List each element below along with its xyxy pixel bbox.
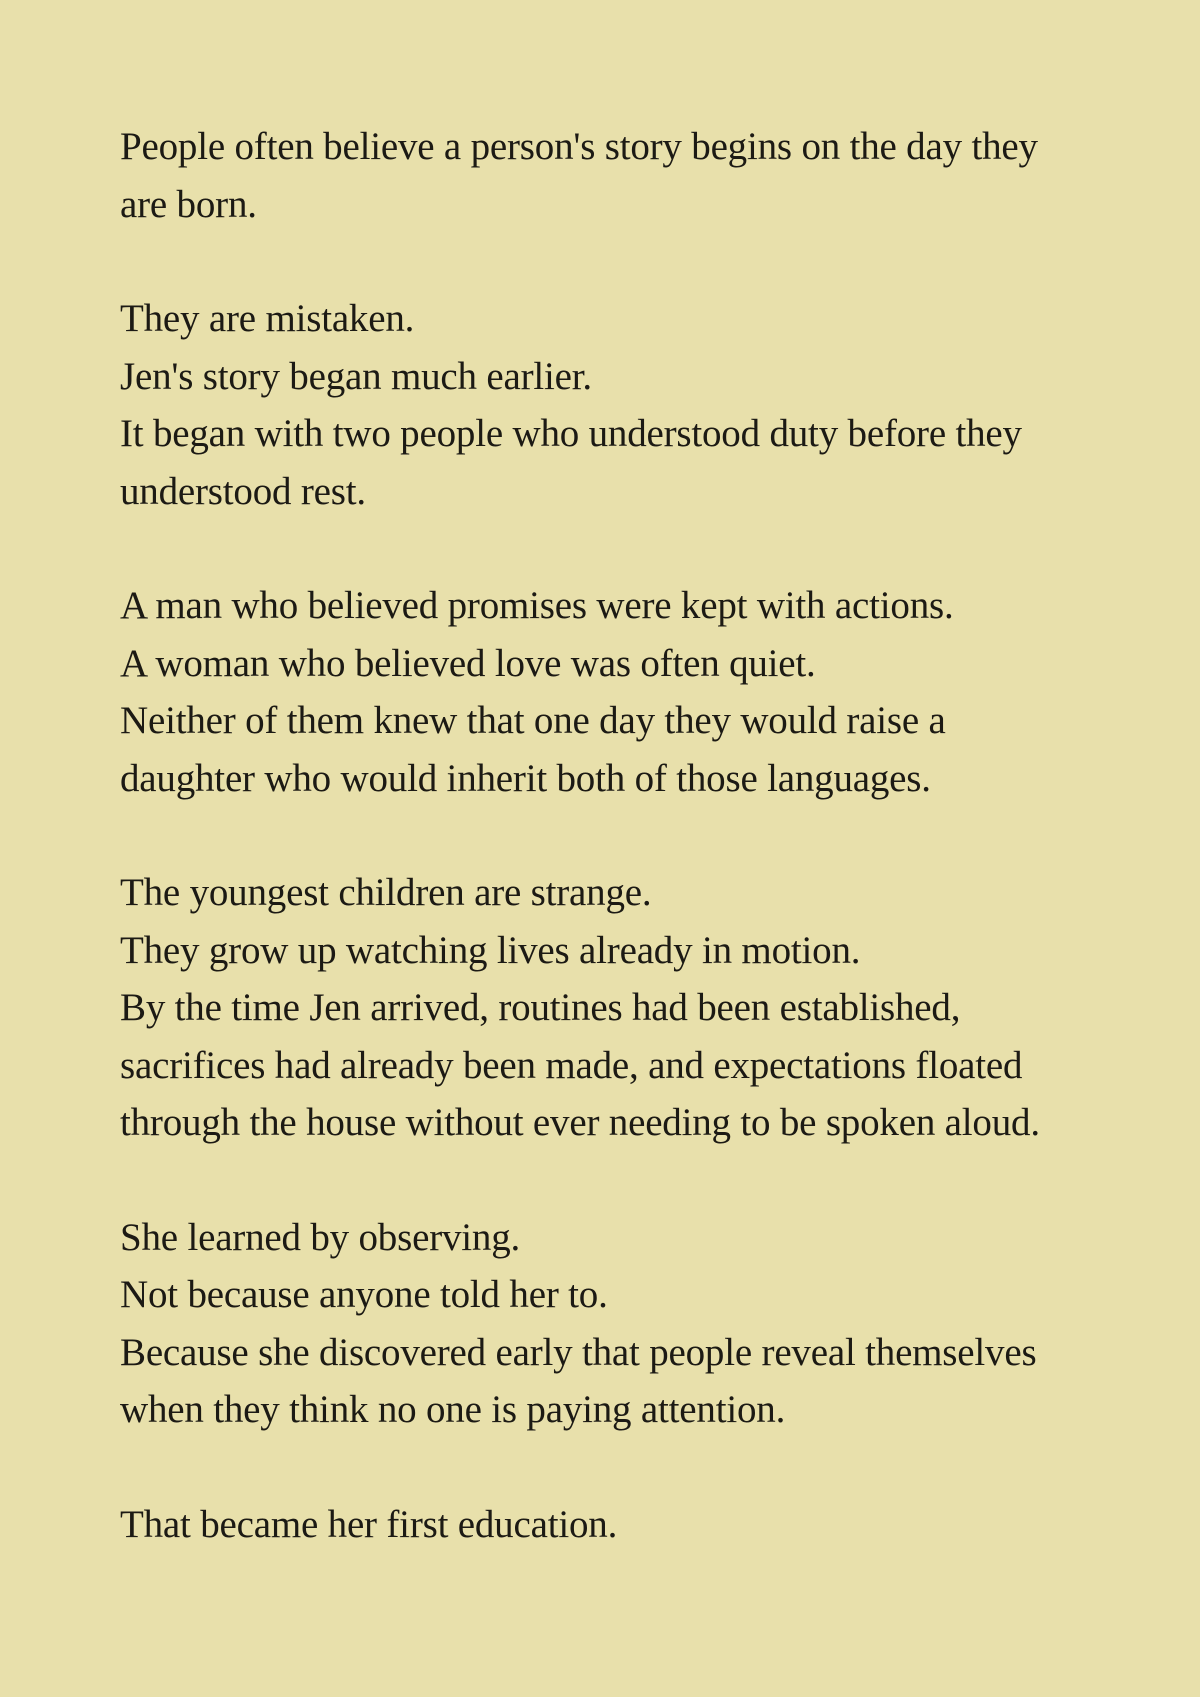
text-line: are born.	[120, 182, 257, 226]
text-line: A man who believed promises were kept with actions.	[120, 584, 954, 627]
text-line: The youngest children are strange.	[120, 871, 652, 914]
text-line: It began with two people who understood duty before they	[120, 412, 1022, 455]
text-line: understood rest.	[120, 469, 366, 513]
text-line: She learned by observing.	[120, 1215, 521, 1259]
text-line: Jen's story began much earlier.	[120, 354, 592, 398]
stanza-4	[120, 864, 1100, 1152]
text-line: sacrifices had already been made, and expectations floated	[120, 1043, 1023, 1087]
stanza-2	[120, 290, 1100, 520]
stanza-6	[120, 1496, 1100, 1554]
text-line: That became her first education.	[120, 1502, 618, 1546]
text-line: daughter who would inherit both of those languages.	[120, 756, 931, 800]
stanza-5	[120, 1209, 1100, 1439]
text-line: They are mistaken.	[120, 297, 415, 340]
text-line: A woman who believed love was often quiet.	[120, 641, 816, 685]
text-line: when they think no one is paying attention.	[120, 1388, 786, 1431]
text-line: through the house without ever needing to be spoken aloud.	[120, 1101, 1040, 1144]
text-line: Because she discovered early that people reveal themselves	[120, 1330, 1037, 1374]
text-line: Neither of them knew that one day they would raise a	[120, 699, 946, 742]
text-line: They grow up watching lives already in motion.	[120, 928, 861, 972]
stanza-1	[120, 118, 1100, 233]
text-line: By the time Jen arrived, routines had been established,	[120, 986, 961, 1029]
text-line: People often believe a person's story begins on the day they	[120, 125, 1038, 168]
stanza-3	[120, 577, 1100, 807]
text-line: Not because anyone told her to.	[120, 1273, 608, 1316]
